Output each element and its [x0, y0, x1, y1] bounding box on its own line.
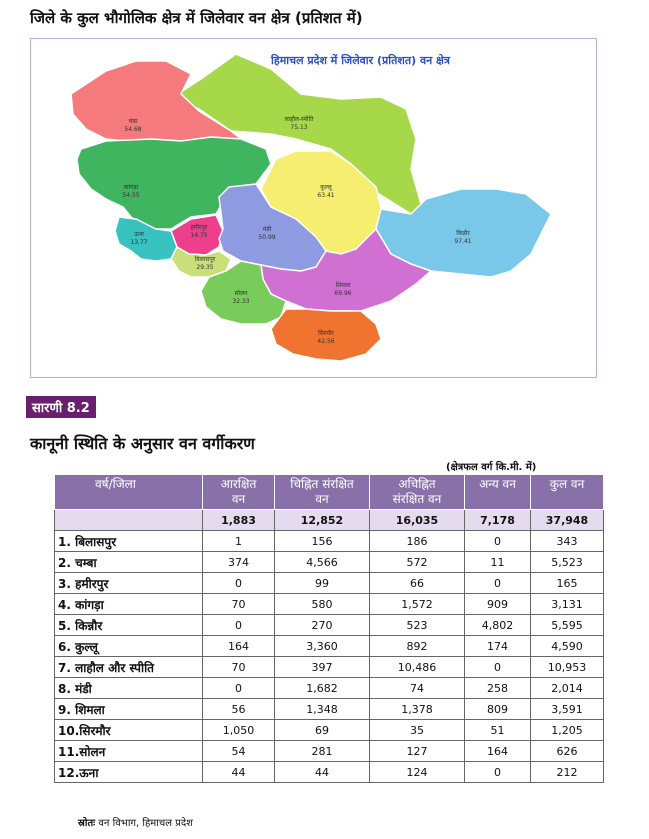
value-cell: 66: [370, 573, 465, 594]
value-cell: 70: [203, 594, 275, 615]
value-cell: 124: [370, 762, 465, 783]
total-row: [55, 510, 604, 531]
table-row: [55, 573, 604, 594]
district-value-label: 97.41: [454, 238, 472, 245]
value-cell: 0: [465, 762, 531, 783]
value-cell: 7,178: [465, 510, 531, 531]
district-cell: 12.ऊना: [55, 762, 203, 783]
value-cell: 343: [531, 531, 604, 552]
district-cell: 2. चम्बा: [55, 552, 203, 573]
column-header: [55, 475, 203, 510]
district-value-label: 54.68: [124, 126, 142, 133]
value-cell: 1,205: [531, 720, 604, 741]
table-row: [55, 531, 604, 552]
table-row: [55, 657, 604, 678]
column-header: [531, 475, 604, 510]
value-cell: 909: [465, 594, 531, 615]
value-cell: 0: [203, 615, 275, 636]
value-cell: 212: [531, 762, 604, 783]
column-header-line: अन्य वन: [479, 477, 516, 491]
district-name-label: सिरमौर: [318, 330, 334, 337]
value-cell: 397: [275, 657, 370, 678]
district-value-label: 50.99: [258, 234, 276, 241]
table-row: [55, 636, 604, 657]
table-title: कानूनी स्थिति के अनुसार वन वर्गीकरण: [30, 434, 255, 453]
district-name-label: चंबा: [128, 118, 138, 125]
column-header-line: अचिह्नित: [398, 477, 436, 491]
source-label: स्रोतः: [78, 818, 96, 829]
column-header-line: कुल वन: [549, 477, 585, 491]
value-cell: 374: [203, 552, 275, 573]
district-name-label: सोलन: [234, 290, 248, 297]
district-value-label: 13.77: [130, 239, 148, 246]
district-value-label: 54.55: [122, 192, 140, 199]
value-cell: 523: [370, 615, 465, 636]
value-cell: 0: [203, 573, 275, 594]
district-name-label: बिलासपुर: [194, 256, 216, 263]
value-cell: 4,590: [531, 636, 604, 657]
column-header-line: वर्ष/जिला: [95, 477, 136, 491]
table-header-row: [55, 475, 604, 510]
column-header-line: चिह्नित संरक्षित: [290, 477, 354, 491]
value-cell: 1,682: [275, 678, 370, 699]
value-cell: 69: [275, 720, 370, 741]
value-cell: 1,348: [275, 699, 370, 720]
district-cell: 11.सोलन: [55, 741, 203, 762]
table-row: [55, 678, 604, 699]
district-forest-map: [30, 38, 597, 378]
value-cell: 3,360: [275, 636, 370, 657]
district-name-label: कुल्लू: [320, 184, 332, 191]
district-cell: 8. मंडी: [55, 678, 203, 699]
value-cell: 99: [275, 573, 370, 594]
value-cell: 174: [465, 636, 531, 657]
value-cell: 3,131: [531, 594, 604, 615]
table-row: [55, 741, 604, 762]
map-graphic: [31, 39, 596, 377]
value-cell: 0: [465, 657, 531, 678]
table-row: [55, 699, 604, 720]
value-cell: 892: [370, 636, 465, 657]
value-cell: 626: [531, 741, 604, 762]
forest-classification-table: [54, 474, 604, 783]
value-cell: 572: [370, 552, 465, 573]
value-cell: 1,378: [370, 699, 465, 720]
column-header-line: आरक्षित: [220, 477, 257, 491]
value-cell: 10,486: [370, 657, 465, 678]
district-cell: 3. हमीरपुर: [55, 573, 203, 594]
value-cell: 258: [465, 678, 531, 699]
source-text: वन विभाग, हिमाचल प्रदेश: [95, 818, 193, 829]
value-cell: 37,948: [531, 510, 604, 531]
district-cell: [55, 510, 203, 531]
district-cell: 6. कुल्लू: [55, 636, 203, 657]
table-row: [55, 552, 604, 573]
district-value-label: 29.35: [196, 264, 214, 271]
value-cell: 10,953: [531, 657, 604, 678]
value-cell: 1,572: [370, 594, 465, 615]
unit-note: (क्षेत्रफल वर्ग कि.मी. में): [446, 462, 537, 473]
district-cell: 1. बिलासपुर: [55, 531, 203, 552]
value-cell: 54: [203, 741, 275, 762]
value-cell: 4,566: [275, 552, 370, 573]
value-cell: 4,802: [465, 615, 531, 636]
map-title: हिमाचल प्रदेश में जिलेवार (प्रतिशत) वन क्षेत्र: [271, 54, 450, 67]
value-cell: 56: [203, 699, 275, 720]
column-header: [370, 475, 465, 510]
district-value-label: 75.13: [290, 124, 308, 131]
value-cell: 70: [203, 657, 275, 678]
column-header: [465, 475, 531, 510]
value-cell: 0: [203, 678, 275, 699]
district-cell: 9. शिमला: [55, 699, 203, 720]
value-cell: 35: [370, 720, 465, 741]
district-name-label: शिमला: [335, 282, 351, 289]
table-row: [55, 594, 604, 615]
table-row: [55, 762, 604, 783]
page-heading: जिले के कुल भौगोलिक क्षेत्र में जिलेवार वन क्षेत्र (प्रतिशत में): [30, 9, 363, 27]
value-cell: 51: [465, 720, 531, 741]
value-cell: 1,883: [203, 510, 275, 531]
district-value-label: 14.75: [190, 232, 208, 239]
column-header-line: वन: [315, 492, 329, 506]
district-value-label: 42.56: [317, 338, 335, 345]
district-cell: 7. लाहौल और स्पीति: [55, 657, 203, 678]
value-cell: 5,595: [531, 615, 604, 636]
value-cell: 127: [370, 741, 465, 762]
value-cell: 156: [275, 531, 370, 552]
column-header-line: संरक्षित वन: [392, 492, 442, 506]
value-cell: 44: [275, 762, 370, 783]
district-cell: 5. किन्नौर: [55, 615, 203, 636]
value-cell: 580: [275, 594, 370, 615]
value-cell: 12,852: [275, 510, 370, 531]
district-cell: 4. कांगड़ा: [55, 594, 203, 615]
district-value-label: 63.41: [317, 192, 335, 199]
value-cell: 270: [275, 615, 370, 636]
table-number-tag: सारणी 8.2: [26, 396, 96, 418]
value-cell: 0: [465, 573, 531, 594]
district-value-label: 69.96: [334, 290, 352, 297]
value-cell: 186: [370, 531, 465, 552]
value-cell: 164: [465, 741, 531, 762]
source-note: [78, 815, 193, 829]
table-row: [55, 615, 604, 636]
value-cell: 11: [465, 552, 531, 573]
district-name-label: मंडी: [262, 226, 272, 233]
value-cell: 164: [203, 636, 275, 657]
value-cell: 1: [203, 531, 275, 552]
district-name-label: किन्नौर: [456, 230, 470, 237]
value-cell: 5,523: [531, 552, 604, 573]
value-cell: 2,014: [531, 678, 604, 699]
value-cell: 44: [203, 762, 275, 783]
value-cell: 1,050: [203, 720, 275, 741]
value-cell: 74: [370, 678, 465, 699]
column-header: [275, 475, 370, 510]
column-header-line: वन: [231, 492, 246, 506]
value-cell: 3,591: [531, 699, 604, 720]
district-value-label: 32.33: [232, 298, 250, 305]
district-name-label: हमीरपुर: [190, 224, 208, 231]
value-cell: 16,035: [370, 510, 465, 531]
district-name-label: कांगड़ा: [123, 184, 139, 191]
district-name-label: लाहौल-स्पीति: [284, 116, 314, 123]
district-cell: 10.सिरमौर: [55, 720, 203, 741]
value-cell: 165: [531, 573, 604, 594]
table-row: [55, 720, 604, 741]
district-name-label: ऊना: [134, 231, 144, 238]
value-cell: 0: [465, 531, 531, 552]
value-cell: 809: [465, 699, 531, 720]
value-cell: 281: [275, 741, 370, 762]
column-header: [203, 475, 275, 510]
